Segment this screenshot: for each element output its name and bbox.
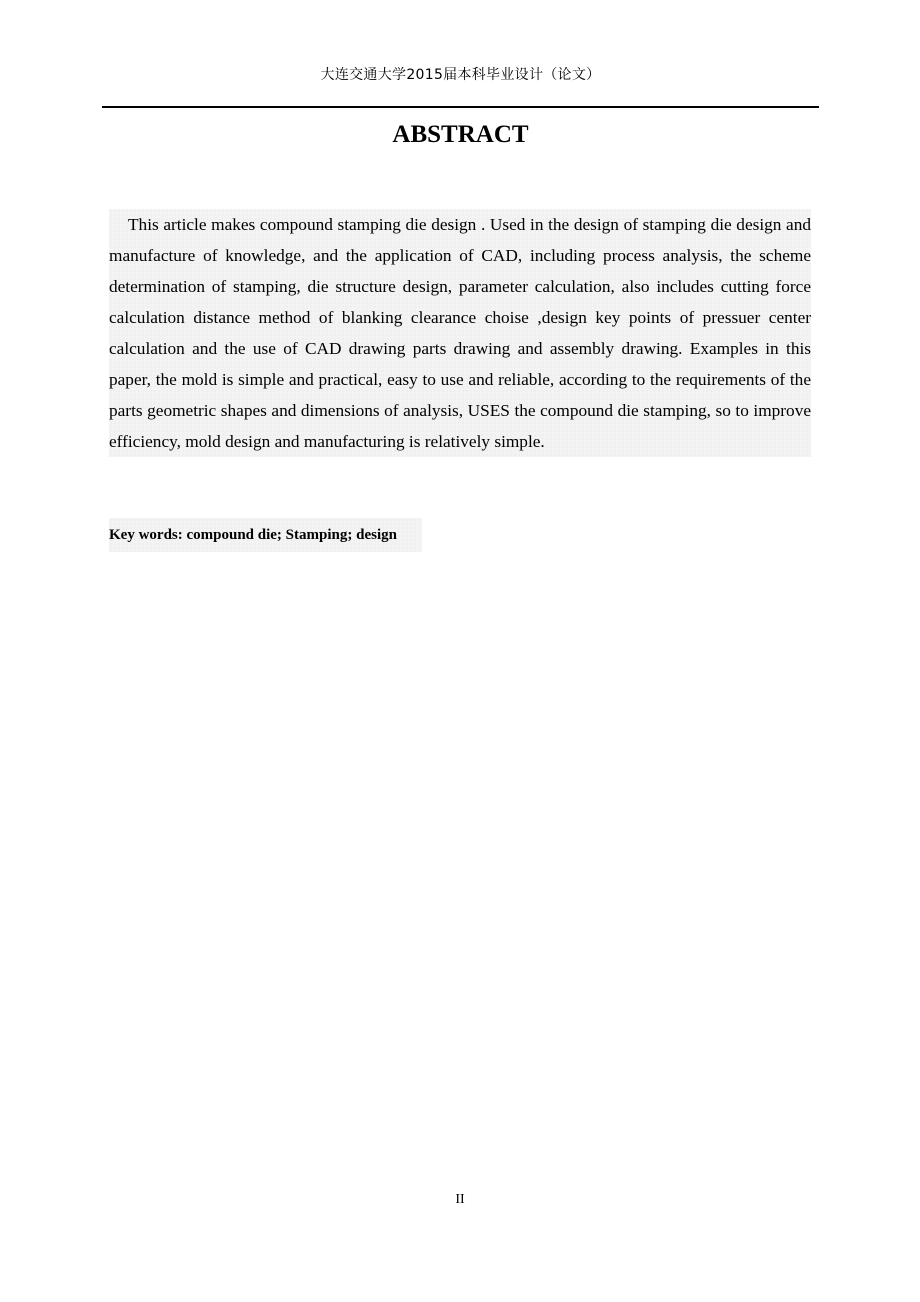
page-header: 大连交通大学2015届本科毕业设计（论文） — [320, 67, 601, 83]
page-number: II — [455, 1192, 465, 1207]
header-divider — [102, 106, 819, 108]
page-title: ABSTRACT — [392, 121, 529, 148]
keywords-line: Key words: compound die; Stamping; design — [109, 518, 422, 552]
abstract-paragraph: This article makes compound stamping die design . Used in the design of stamping die design and manufacture of knowledge, and the application of CAD, including process analysis, the scheme determination of stamping, die structure design, parameter calculation, also includes cutting force calculation distance method of blanking clearance choise ,design key points of pressuer center calculation and the use of CAD drawing parts drawing and assembly drawing. Examples in this paper, the mold is simple and practical, easy to use and reliable, according to the requirements of the parts geometric shapes and dimensions of analysis, USES the compound die stamping, so to improve efficiency, mold design and manufacturing is relatively simple. — [109, 209, 811, 457]
